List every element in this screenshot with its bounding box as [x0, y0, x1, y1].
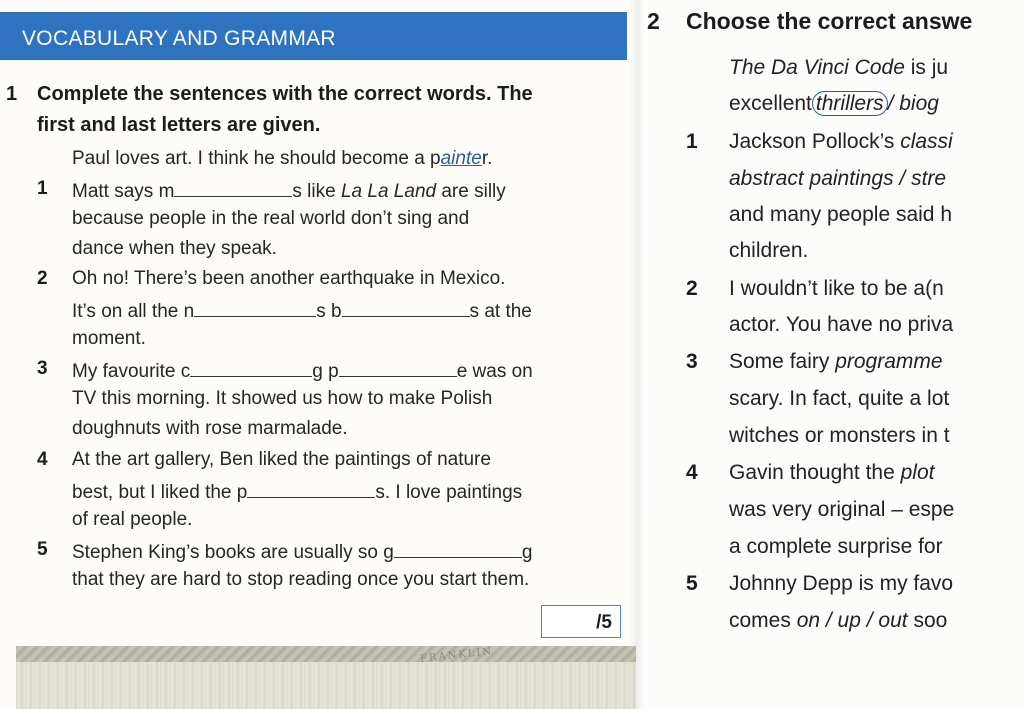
r-item-3-line3: witches or monsters in t — [729, 424, 950, 447]
r-item-2-line2: actor. You have no priva — [729, 313, 954, 336]
item-3-text-a: My favourite c — [72, 361, 191, 382]
item-2-line2 — [72, 298, 532, 323]
r-item-1-line3: and many people said h — [729, 203, 952, 226]
section-header-title: VOCABULARY AND GRAMMAR — [22, 27, 336, 50]
example-line1-rest: is ju — [904, 56, 949, 79]
r-item-4-option[interactable]: plot — [900, 461, 935, 484]
exercise-2-example-line1 — [729, 56, 948, 80]
item-3-number: 3 — [37, 358, 48, 379]
r-item-5-number: 5 — [686, 572, 698, 595]
example-book-title: The Da Vinci Code — [729, 56, 905, 79]
item-2-text-a: It’s on all the n — [72, 301, 195, 322]
banknote-label: FRANKLIN — [419, 646, 494, 665]
r-item-1-option[interactable]: classi — [900, 130, 953, 153]
r-item-1-line4: children. — [729, 239, 809, 262]
r-item-1-line2[interactable]: abstract paintings / stre — [729, 167, 947, 190]
item-1-line3: dance when they speak. — [72, 238, 277, 259]
item-4-text-b: s. I love paintings — [375, 482, 523, 503]
item-4-line1: At the art gallery, Ben liked the paintings of nature — [72, 449, 491, 470]
r-item-2-line1: I wouldn’t like to be a(n — [729, 277, 944, 300]
item-1-text-a: Matt says m — [72, 181, 175, 202]
example-text-before: Paul loves art. I think he should become a p — [72, 148, 441, 169]
item-3-line3: doughnuts with rose marmalade. — [72, 418, 348, 439]
r-item-3-line1 — [729, 350, 943, 374]
exercise-2-number: 2 — [647, 8, 660, 34]
r-item-5-options[interactable]: on / up / out — [796, 609, 908, 632]
item-2-line1: Oh no! There’s been another earthquake in Mexico. — [72, 268, 506, 289]
r-item-3-line2: scary. In fact, quite a lot — [729, 387, 950, 410]
r-item-1-line1 — [729, 130, 953, 154]
item-4-line3: of real people. — [72, 509, 193, 530]
item-1-blank[interactable] — [174, 178, 292, 197]
exercise-2-example-line2 — [729, 92, 939, 116]
item-2-text-b: s b — [316, 301, 342, 322]
r-item-4-line2: was very original – espe — [729, 498, 955, 521]
item-5-blank[interactable] — [394, 539, 522, 558]
item-2-text-c: s at the — [469, 301, 532, 322]
score-total: /5 — [596, 612, 612, 633]
item-3-blank-1[interactable] — [190, 358, 312, 377]
item-3-text-b: g p — [312, 361, 339, 382]
r-item-4-line1 — [729, 461, 934, 485]
item-4-line2 — [72, 479, 522, 504]
item-5-text-a: Stephen King’s books are usually so g — [72, 542, 394, 563]
r-item-3-text: Some fairy — [729, 350, 836, 373]
item-2-line3: moment. — [72, 328, 146, 349]
exercise-1-number: 1 — [6, 83, 18, 105]
item-2-blank-1[interactable] — [194, 298, 316, 317]
r-item-5-text-a: comes — [729, 609, 797, 632]
r-item-4-line3: a complete surprise for — [729, 535, 943, 558]
item-5-line2: that they are hard to stop reading once you start them. — [72, 569, 530, 590]
example-line2-option: / biog — [887, 92, 939, 115]
item-4-number: 4 — [37, 449, 48, 470]
r-item-5-line2 — [729, 609, 947, 633]
item-3-blank-2[interactable] — [339, 358, 457, 377]
r-item-3-number: 3 — [686, 350, 698, 373]
item-5-number: 5 — [37, 539, 48, 560]
item-3-line1 — [72, 358, 533, 383]
item-5-text-b: g — [521, 542, 533, 563]
example-text-after: r. — [481, 148, 493, 169]
item-1-text-b: s like — [292, 181, 341, 202]
item-1-text-d: are silly — [436, 181, 506, 202]
exercise-1-instruction-line2: first and last letters are given. — [37, 114, 321, 136]
item-4-blank[interactable] — [247, 479, 375, 498]
item-2-blank-2[interactable] — [342, 298, 470, 317]
r-item-1-number: 1 — [686, 130, 698, 153]
r-item-1-text: Jackson Pollock’s — [729, 130, 901, 153]
r-item-3-option[interactable]: programme — [835, 350, 943, 373]
item-1-number: 1 — [37, 178, 48, 199]
example-circled-answer: thrillers — [812, 91, 888, 116]
item-2-number: 2 — [37, 268, 48, 289]
item-1-line1 — [72, 178, 506, 203]
r-item-4-text: Gavin thought the — [729, 461, 901, 484]
example-answer: ainte — [440, 148, 482, 169]
r-item-5-text-b: soo — [907, 609, 948, 632]
page-gutter — [630, 0, 644, 709]
exercise-1-instruction-line1: Complete the sentences with the correct words. The — [37, 83, 533, 105]
item-1-title-italic: La La Land — [340, 181, 437, 202]
r-item-4-number: 4 — [686, 461, 698, 484]
item-1-line2: because people in the real world don’t sing and — [72, 208, 470, 229]
score-box[interactable] — [541, 605, 621, 638]
r-item-5-line1: Johnny Depp is my favo — [729, 572, 954, 595]
item-5-line1 — [72, 539, 532, 564]
exercise-2-title: Choose the correct answe — [686, 8, 973, 34]
banknote-border — [16, 646, 636, 662]
item-4-text-a: best, but I liked the p — [72, 482, 248, 503]
item-3-text-c: e was on — [456, 361, 533, 382]
example-line2-start: excellent — [729, 92, 812, 115]
example-sentence — [72, 148, 492, 170]
r-item-2-number: 2 — [686, 277, 698, 300]
item-3-line2: TV this morning. It showed us how to make Polish — [72, 388, 493, 409]
